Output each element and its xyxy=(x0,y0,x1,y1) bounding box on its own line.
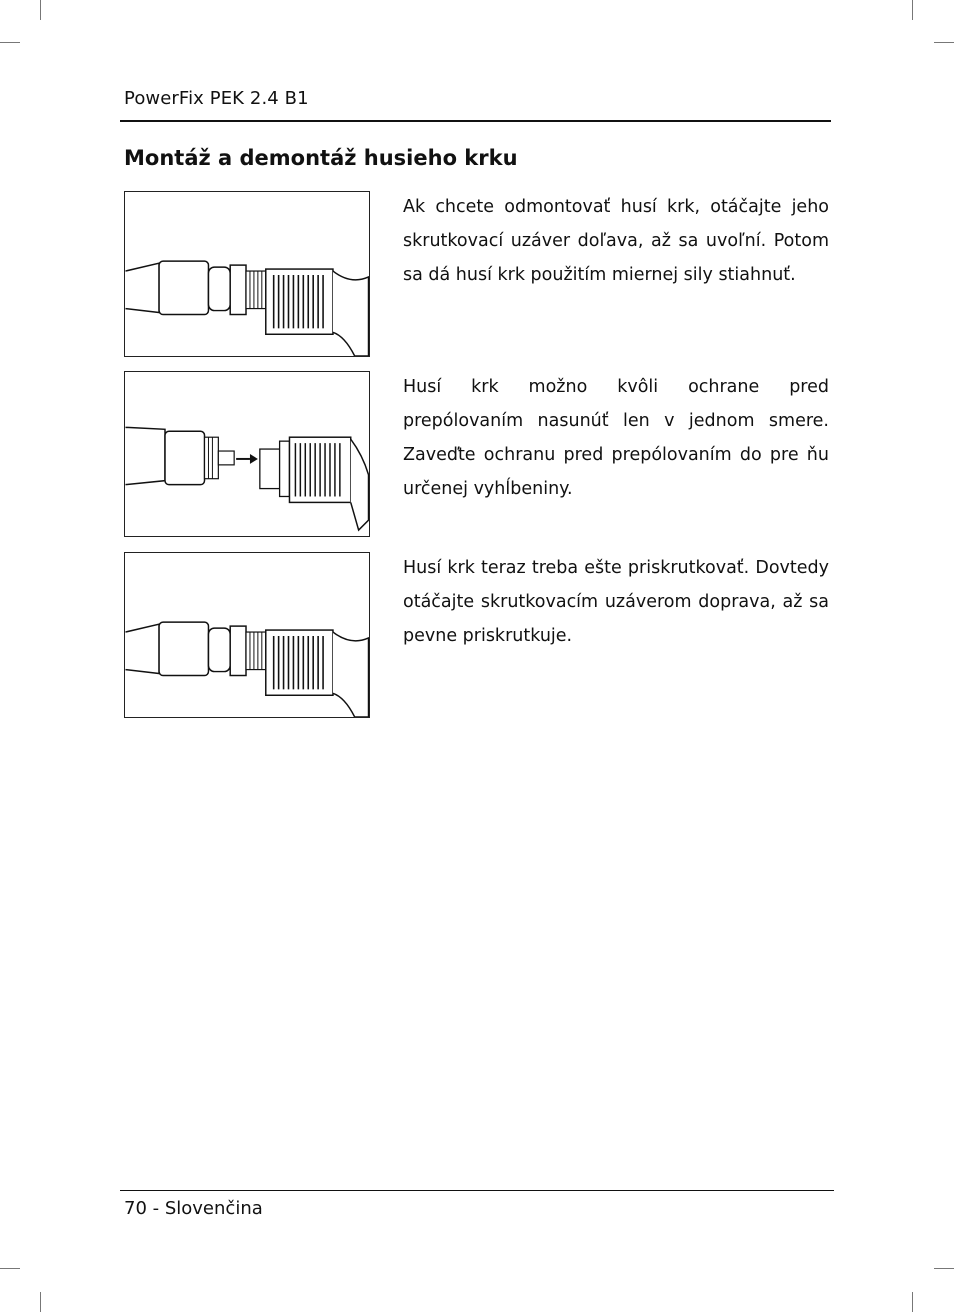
section-heading: Montáž a demontáž husieho krku xyxy=(124,146,518,170)
crop-mark xyxy=(934,1268,954,1269)
figure-unscrew-gooseneck xyxy=(124,191,370,357)
step-2-text: Husí krk možno kvôli ochrane pred prepólovaním nasunúť len v jednom smere. Zaveďte ochranu pred prepólovaním do pre ňu určenej vyhĺbeniny. xyxy=(403,377,829,499)
crop-mark xyxy=(40,1292,41,1312)
step-1-text: Ak chcete odmontovať husí krk, otáčajte jeho skrutkovací uzáver doľava, až sa uvoľní. Potom sa dá husí krk použitím miernej sily stiahnuť. xyxy=(403,197,829,285)
footer-divider xyxy=(120,1190,834,1191)
header-divider xyxy=(120,120,831,122)
crop-mark xyxy=(0,1268,20,1269)
figure-screw-gooseneck xyxy=(124,552,370,718)
crop-mark xyxy=(0,42,20,43)
crop-mark xyxy=(40,0,41,20)
crop-mark xyxy=(912,1292,913,1312)
crop-mark xyxy=(934,42,954,43)
figure-insert-gooseneck xyxy=(124,371,370,537)
page-footer-label: 70 - Slovenčina xyxy=(124,1198,263,1219)
crop-mark xyxy=(912,0,913,20)
page-header-title: PowerFix PEK 2.4 B1 xyxy=(124,88,309,109)
step-3-text: Husí krk teraz treba ešte priskrutkovať. Dovtedy otáčajte skrutkovacím uzáverom doprava, až sa pevne priskrutkuje. xyxy=(403,558,829,646)
